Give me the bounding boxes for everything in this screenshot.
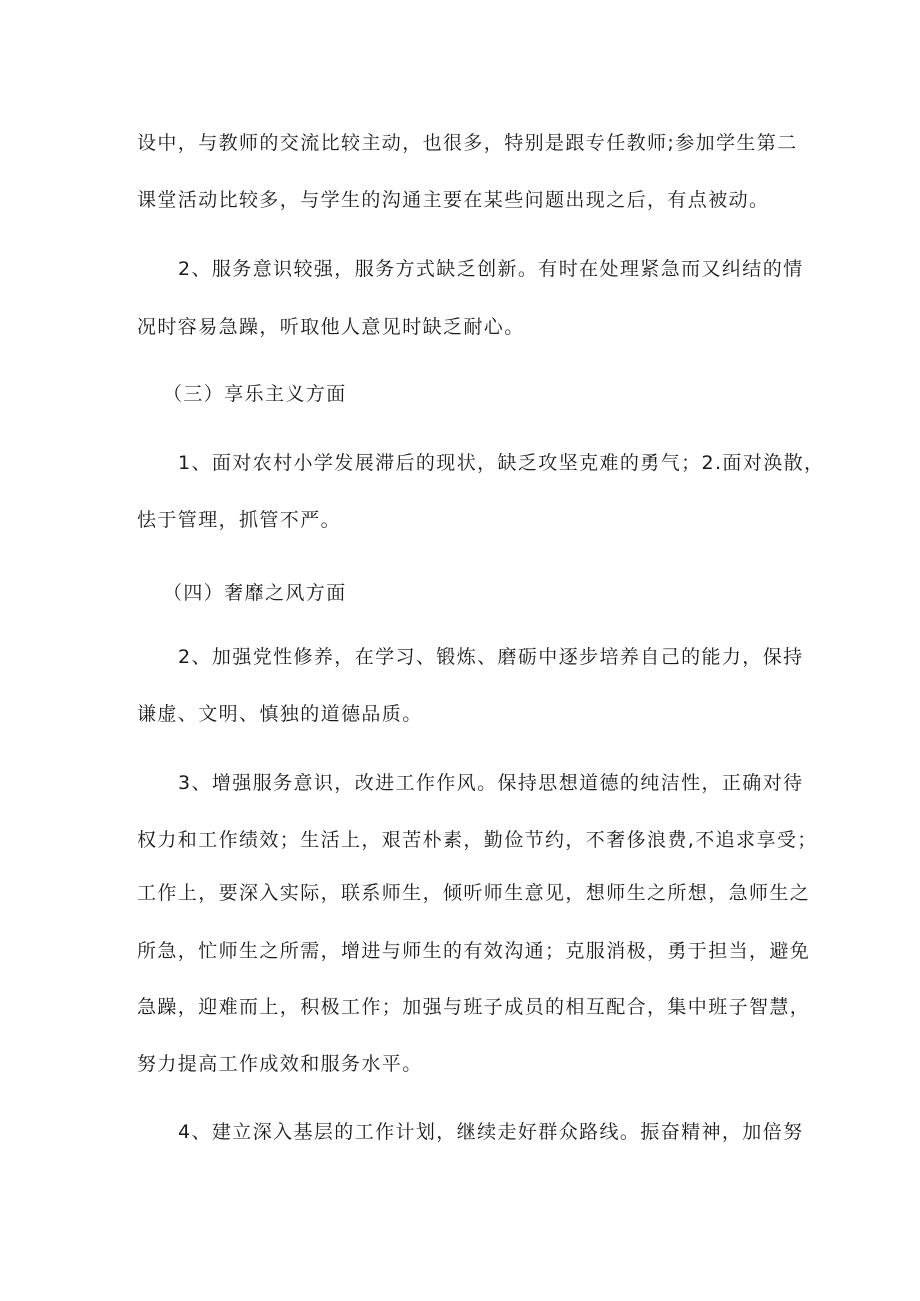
paragraph-5-line-6: 努力提高工作成效和服务水平。 <box>137 1053 423 1075</box>
paragraph-6-line-1: 4、建立深入基层的工作计划，继续走好群众路线。振奋精神，加倍努 <box>178 1121 804 1143</box>
paragraph-2-line-2: 况时容易急躁，听取他人意见时缺乏耐心。 <box>137 316 525 338</box>
paragraph-5-line-5: 急躁，迎难而上，积极工作；加强与班子成员的相互配合，集中班子智慧， <box>137 996 811 1018</box>
paragraph-3-line-2: 怯于管理，抓管不严。 <box>137 509 342 531</box>
paragraph-3-line-1: 1、面对农村小学发展滞后的现状，缺乏攻坚克难的勇气；2.面对涣散， <box>178 452 825 474</box>
paragraph-1-line-1: 设中，与教师的交流比较主动，也很多，特别是跟专任教师;参加学生第二 <box>137 132 798 154</box>
paragraph-4-line-2: 谦虚、文明、慎独的道德品质。 <box>137 703 423 725</box>
paragraph-5-line-3: 工作上，要深入实际，联系师生，倾听师生意见，想师生之所想，急师生之 <box>137 882 811 904</box>
paragraph-5-line-1: 3、增强服务意识，改进工作作风。保持思想道德的纯洁性，正确对待 <box>178 772 804 794</box>
paragraph-1-line-2: 课堂活动比较多，与学生的沟通主要在某些问题出现之后，有点被动。 <box>137 189 770 211</box>
paragraph-2-line-1: 2、服务意识较强，服务方式缺乏创新。有时在处理紧急而又纠结的情 <box>178 258 804 280</box>
paragraph-4-line-1: 2、加强党性修养，在学习、锻炼、磨砺中逐步培养自己的能力，保持 <box>178 646 804 668</box>
paragraph-5-line-2: 权力和工作绩效；生活上，艰苦朴素，勤俭节约，不奢侈浪费,不追求享受； <box>137 829 818 851</box>
section-heading-3: （三）享乐主义方面 <box>163 383 347 405</box>
section-heading-4: （四）奢靡之风方面 <box>163 582 347 604</box>
paragraph-5-line-4: 所急，忙师生之所需，增进与师生的有效沟通；克服消极，勇于担当，避免 <box>137 940 811 962</box>
